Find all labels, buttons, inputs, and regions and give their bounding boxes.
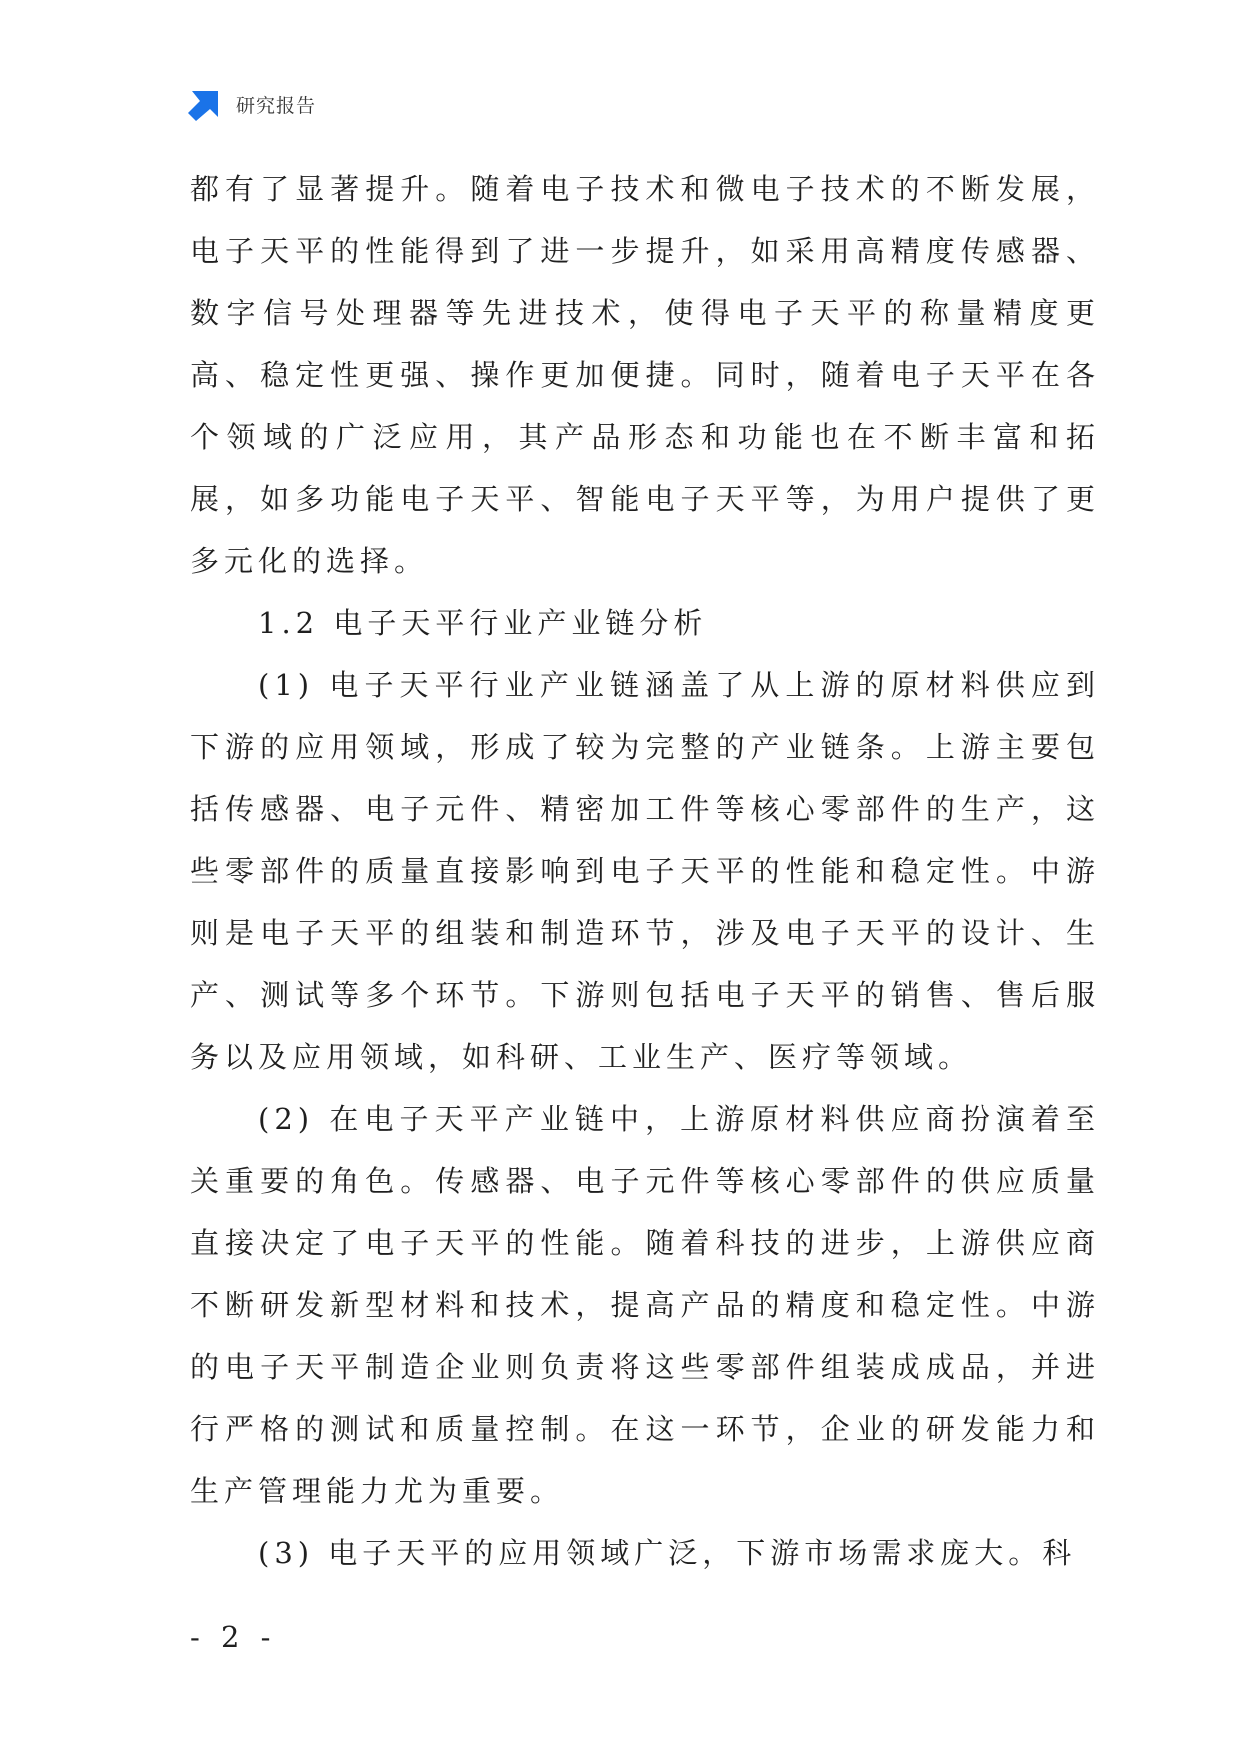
page-number: - 2 -: [190, 1620, 277, 1654]
arrow-up-right-icon: [188, 87, 222, 121]
paragraph-2: (2) 在电子天平产业链中，上游原材料供应商扮演着至关重要的角色。传感器、电子元件等核心零部件的供应质量直接决定了电子天平的性能。随着科技的进步，上游供应商不断研发新型材料和技术，提高产品的精度和稳定性。中游的电子天平制造企业则负责将这些零部件组装成成品，并进行严格的测试和质量控制。在这一环节，企业的研发能力和生产管理能力尤为重要。: [190, 1102, 1100, 1508]
document-body: [190, 158, 1100, 1584]
section-heading: 1.2 电子天平行业产业链分析: [258, 606, 708, 640]
paragraph-3: (3) 电子天平的应用领域广泛，下游市场需求庞大。科: [258, 1536, 1077, 1570]
report-header: [188, 86, 316, 122]
paragraph-1: (1) 电子天平行业产业链涵盖了从上游的原材料供应到下游的应用领域，形成了较为完整的产业链条。上游主要包括传感器、电子元件、精密加工件等核心零部件的生产，这些零部件的质量直接影响到电子天平的性能和稳定性。中游则是电子天平的组装和制造环节，涉及电子天平的设计、生产、测试等多个环节。下游则包括电子天平的销售、售后服务以及应用领域，如科研、工业生产、医疗等领域。: [190, 668, 1100, 1074]
header-title: 研究报告: [236, 94, 317, 117]
paragraph-continuation: 都有了显著提升。随着电子技术和微电子技术的不断发展，电子天平的性能得到了进一步提升，如采用高精度传感器、数字信号处理器等先进技术，使得电子天平的称量精度更高、稳定性更强、操作更加便捷。同时，随着电子天平在各个领域的广泛应用，其产品形态和功能也在不断丰富和拓展，如多功能电子天平、智能电子天平等，为用户提供了更多元化的选择。: [190, 172, 1100, 578]
